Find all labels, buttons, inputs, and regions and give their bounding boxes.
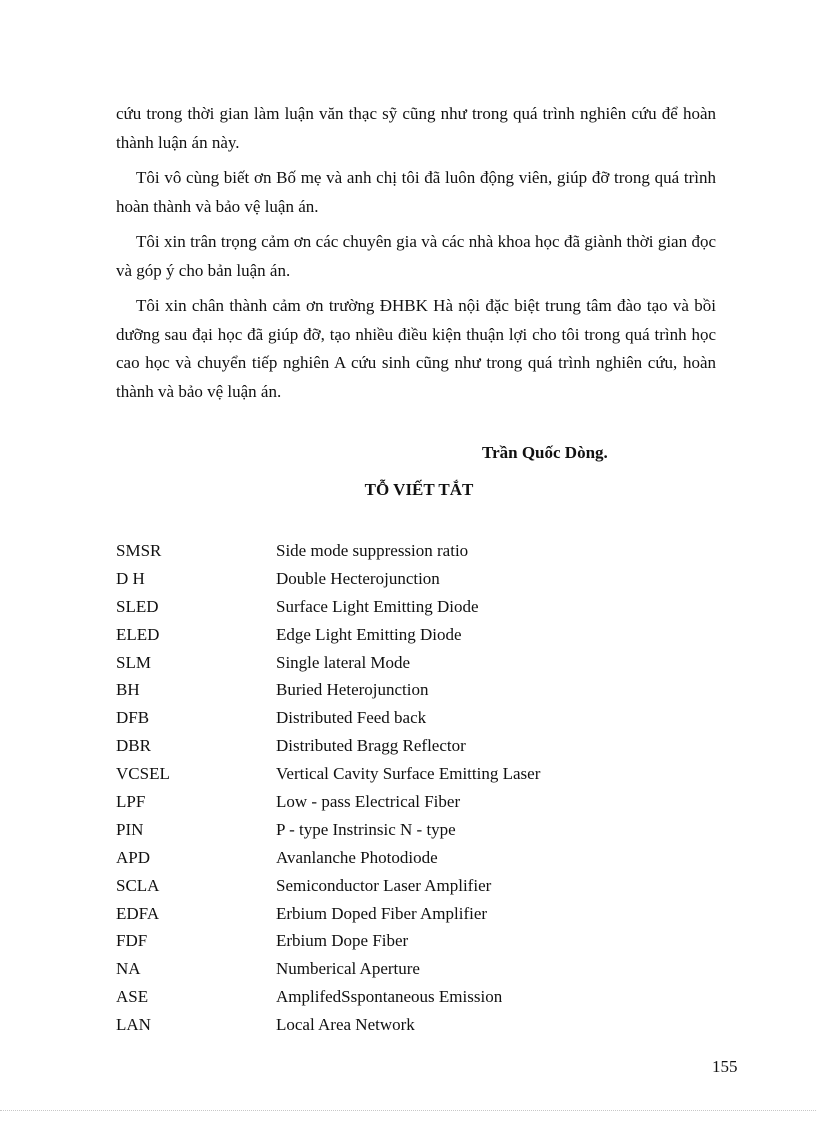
abbreviation-row [116,983,716,1011]
abbreviation-term: FDF [116,931,148,951]
abbreviation-definition: Distributed Bragg Reflector [276,736,466,756]
abbreviation-row [116,816,716,844]
abbreviation-term: D H [116,568,145,588]
abbreviation-term: LAN [116,1015,151,1035]
acknowledgement-body [116,100,716,413]
abbreviations-heading: TỖ VIẾT TẮT [364,480,474,499]
abbreviation-definition: Buried Heterojunction [276,680,429,700]
abbreviation-row [116,704,716,732]
abbreviation-term: DFB [116,708,150,728]
abbreviation-definition: Erbium Doped Fiber Amplifier [276,903,488,923]
abbreviation-definition: Vertical Cavity Surface Emitting Laser [276,764,541,784]
abbreviation-definition: Local Area Network [276,1015,415,1035]
abbreviation-term: DBR [116,736,151,756]
abbreviation-definition: Numberical Aperture [276,959,420,979]
abbreviation-term: APD [116,847,151,867]
abbreviation-term: SCLA [116,875,160,895]
abbreviation-definition: AmplifedSspontaneous Emission [276,987,503,1007]
abbreviation-row [116,1011,716,1039]
abbreviation-row [116,900,716,928]
abbreviation-term: VCSEL [116,764,170,784]
abbreviation-definition: Low - pass Electrical Fiber [276,792,461,812]
abbreviation-definition: Side mode suppression ratio [276,541,469,560]
abbreviation-definition: Single lateral Mode [276,652,411,672]
abbreviation-definition: Erbium Dope Fiber [276,931,409,951]
abbreviation-definition: Edge Light Emitting Diode [276,624,462,644]
abbreviation-term: ASE [116,987,149,1007]
abbreviation-definition: Double Hecterojunction [276,568,440,588]
author-signature: Trần Quốc Dòng. [482,443,608,462]
page-bottom-divider [0,1110,816,1111]
abbreviation-row [116,955,716,983]
abbreviation-term: LPF [116,792,146,812]
abbreviation-row [116,872,716,900]
abbreviation-term: NA [116,959,141,979]
abbreviation-row [116,760,716,788]
abbreviation-row [116,732,716,760]
abbreviation-definition: Distributed Feed back [276,708,427,728]
abbreviation-row [116,844,716,872]
abbreviation-term: PIN [116,819,144,839]
paragraph-family-thanks: Tôi vô cùng biết ơn Bố mẹ và anh chị tôi đã luôn động viên, giúp đỡ trong quá trình hoàn thành và bảo vệ luận án. [116,168,716,216]
abbreviation-row [116,537,716,565]
abbreviation-definition: Surface Light Emitting Diode [276,596,479,616]
abbreviation-row [116,593,716,621]
abbreviation-row [116,565,716,593]
paragraph-experts-thanks: Tôi xin trân trọng cảm ơn các chuyên gia và các nhà khoa học đã giành thời gian đọc và góp ý cho bản luận án. [116,232,716,280]
paragraph-university-thanks: Tôi xin chân thành cảm ơn trường ĐHBK Hà nội đặc biệt trung tâm đào tạo và bồi dưỡng sau đại học đã giúp đỡ, tạo nhiều điều kiện thuận lợi cho tôi trong quá trình học cao học và chuyển tiếp nghiên A cứu sinh cũng như trong quá trình nghiên cứu, hoàn thành và bảo vệ luận án. [116,296,716,401]
abbreviations-list [116,537,716,1039]
abbreviation-term: BH [116,680,140,700]
abbreviation-row [116,676,716,704]
abbreviation-row [116,788,716,816]
abbreviation-term: SLED [116,596,159,616]
abbreviation-term: ELED [116,624,160,644]
abbreviation-definition: P - type Instrinsic N - type [276,819,456,839]
abbreviation-row [116,621,716,649]
abbreviation-term: EDFA [116,903,160,923]
paragraph-continuation: cứu trong thời gian làm luận văn thạc sỹ cũng như trong quá trình nghiên cứu để hoàn thành luận án này. [116,104,716,152]
abbreviation-row [116,927,716,955]
abbreviation-row [116,649,716,677]
abbreviation-definition: Avanlanche Photodiode [276,847,438,867]
abbreviation-term: SMSR [116,541,162,560]
page-number: 155 [712,1057,738,1076]
abbreviation-term: SLM [116,652,151,672]
abbreviation-definition: Semiconductor Laser Amplifier [276,875,492,895]
